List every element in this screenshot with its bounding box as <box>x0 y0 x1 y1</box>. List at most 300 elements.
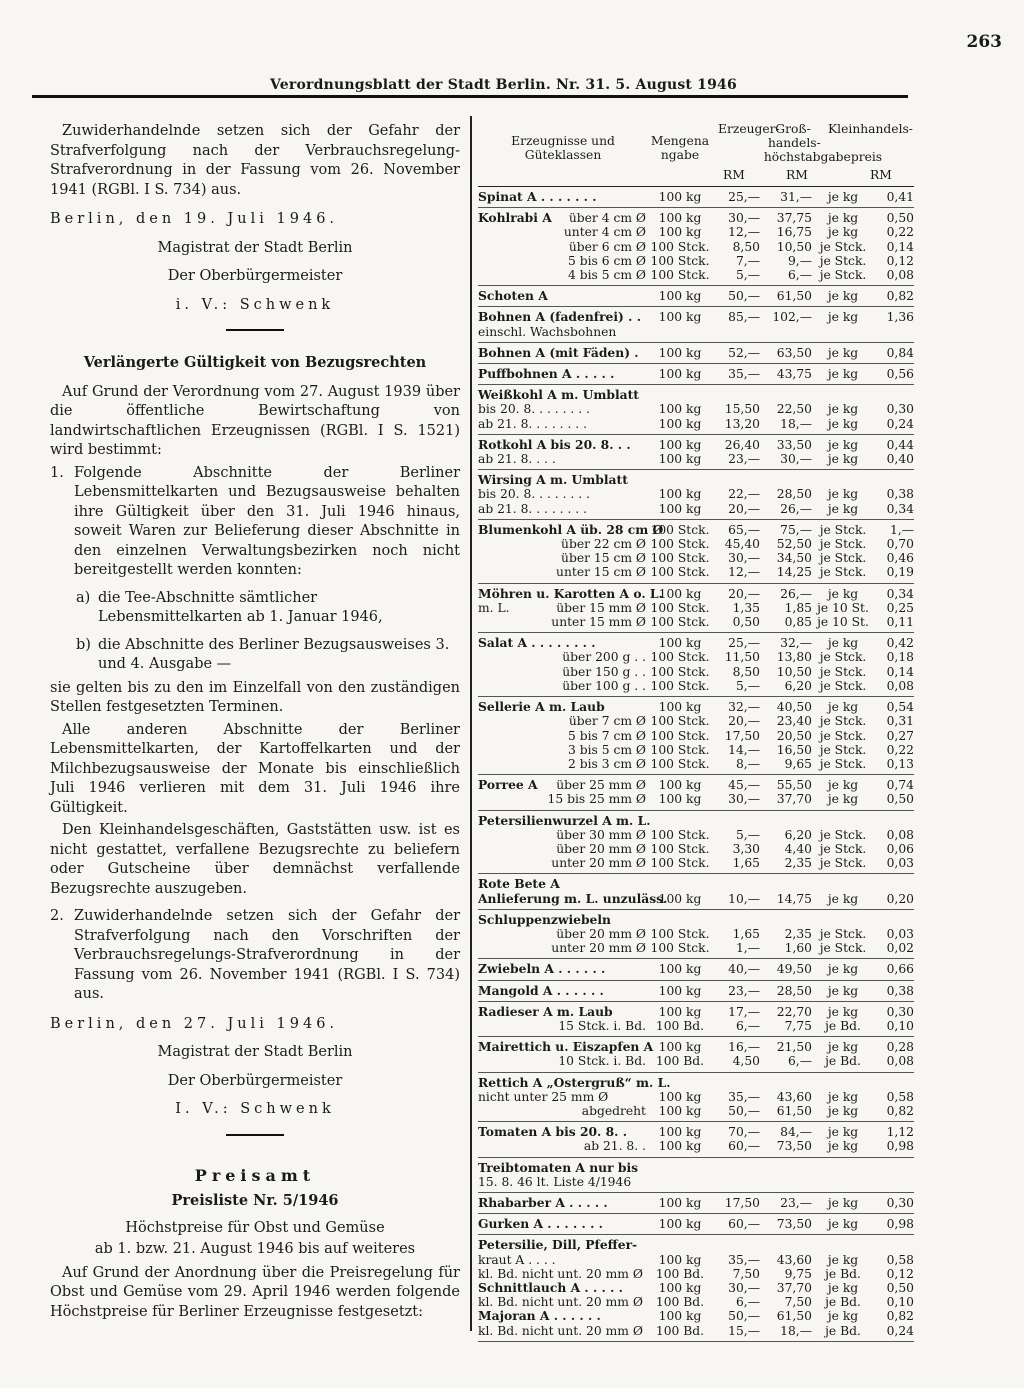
item-number: 1. <box>50 464 64 481</box>
table-row <box>478 551 914 565</box>
wholesale-price-cell: 16,75 <box>776 225 812 240</box>
table-row <box>478 665 914 679</box>
retail-unit-cell <box>812 1157 874 1175</box>
product-detail: über 4 cm Ø <box>568 211 646 226</box>
paragraph-1: Auf Grund der Verordnung vom 27. August 1939 über die öffentliche Bewirtschaftung von landwirtschaftlichen Erzeugnissen (RGBl. I S. 1521) wird bestimmt: <box>50 383 460 458</box>
retail-price-cell: 0,84 <box>874 342 914 363</box>
product-cell <box>478 650 650 664</box>
quantity-cell: 100 kg <box>650 1214 710 1235</box>
quantity-cell: 100 kg <box>658 1004 702 1019</box>
quantity-cell: 100 kg <box>658 1309 702 1324</box>
quantity-cell <box>650 909 710 927</box>
table-row <box>478 1139 914 1157</box>
product-cell <box>478 909 650 927</box>
wholesale-price-cell: 26,— <box>760 502 812 520</box>
retail-price-cell: 0,08 <box>874 679 914 697</box>
retail-price-cell: 0,38 <box>874 980 914 1001</box>
retail-unit-cell: je kg <box>812 792 874 810</box>
retail-unit-cell: je Stck. <box>812 757 874 775</box>
left-column <box>50 122 460 1325</box>
quantity-cell: 100 kg <box>658 402 702 417</box>
quantity-cell <box>650 810 710 828</box>
table-row <box>478 892 914 910</box>
retail-price-cell: 0,12 <box>886 253 914 268</box>
retail-price-cell: 0,56 <box>874 364 914 385</box>
producer-price-cell: 30,— <box>728 551 760 566</box>
product-detail: 15 Stck. i. Bd. <box>558 1018 646 1033</box>
retail-price-cell: 0,14 <box>886 239 914 254</box>
product-name: Schluppenzwiebeln <box>478 911 611 927</box>
table-row <box>478 729 914 743</box>
retail-unit-cell: je Stck. <box>812 565 874 583</box>
wholesale-price-cell: 49,50 <box>760 959 812 980</box>
wholesale-price-cell: 20,50 <box>776 728 812 743</box>
quantity-cell: 100 kg <box>658 211 702 226</box>
retail-unit-cell: je kg <box>827 1089 859 1104</box>
retail-unit-cell: je kg <box>812 502 874 520</box>
product-name: ab 21. 8. . . . . . . . <box>478 416 588 431</box>
quantity-cell: 100 kg <box>658 1040 702 1055</box>
product-cell <box>478 342 650 363</box>
retail-unit-cell: je Stck. <box>819 926 867 941</box>
product-cell <box>478 1072 671 1090</box>
wholesale-price-cell: 6,20 <box>760 679 812 697</box>
quantity-cell: 100 Stck. <box>650 679 710 697</box>
unit-label: RM <box>723 168 745 182</box>
product-detail: 5 bis 6 cm Ø <box>567 253 646 268</box>
product-detail: über 22 cm Ø <box>561 537 646 552</box>
retail-price-cell: 0,31 <box>886 714 914 729</box>
column-divider <box>470 116 472 1331</box>
table-row <box>478 254 914 268</box>
quantity-cell: 100 kg <box>658 487 702 502</box>
table-row <box>478 1192 914 1213</box>
retail-unit-cell: je kg <box>812 417 874 435</box>
product-cell <box>478 1281 650 1295</box>
quantity-cell: 100 Stck. <box>650 841 710 856</box>
table-row <box>478 810 914 828</box>
header-retail: Kleinhandels- <box>828 122 913 136</box>
retail-unit-cell: je kg <box>812 1104 874 1122</box>
product-cell <box>478 519 664 537</box>
producer-price-cell: 14,— <box>728 742 760 757</box>
product-name: Treibtomaten A nur bis <box>478 1159 639 1175</box>
wholesale-price-cell: 7,50 <box>784 1295 812 1310</box>
table-row <box>478 1157 914 1175</box>
retail-price-cell: 0,30 <box>886 402 914 417</box>
wholesale-price-cell: 43,75 <box>760 364 812 385</box>
retail-unit-cell: je kg <box>812 342 874 363</box>
quantity-cell <box>650 874 710 892</box>
wholesale-price-cell: 13,80 <box>776 650 812 665</box>
wholesale-price-cell: 84,— <box>780 1125 812 1140</box>
retail-price-cell: 0,19 <box>874 565 914 583</box>
quantity-cell: 100 Stck. <box>650 268 710 286</box>
product-name: 15. 8. 46 lt. Liste 4/1946 <box>478 1174 632 1189</box>
product-cell <box>478 254 650 268</box>
quantity-cell: 100 kg <box>650 980 710 1001</box>
validity-line: ab 1. bzw. 21. August 1946 bis auf weiteres <box>94 1241 416 1257</box>
table-row <box>478 1037 914 1055</box>
wholesale-price-cell: 61,50 <box>776 1309 812 1324</box>
product-cell <box>478 1192 650 1213</box>
product-cell <box>478 729 650 743</box>
quantity-cell: 100 Stck. <box>650 615 710 633</box>
quantity-cell: 100 Stck. <box>650 926 710 941</box>
retail-unit-cell: je kg <box>812 452 874 470</box>
quantity-cell <box>650 325 710 343</box>
table-row <box>478 1267 914 1281</box>
quantity-cell: 100 kg <box>650 452 710 470</box>
wholesale-price-cell: 33,50 <box>776 437 812 452</box>
wholesale-price-cell: 31,— <box>760 187 812 208</box>
table-row <box>478 909 914 927</box>
retail-price-cell: 0,03 <box>886 926 914 941</box>
price-table <box>478 187 914 1342</box>
retail-unit-cell: je kg <box>827 310 859 325</box>
table-row <box>478 941 914 959</box>
product-name: kl. Bd. nicht unt. 20 mm Ø <box>478 1266 643 1281</box>
producer-price-cell: 32,— <box>728 700 760 715</box>
wholesale-price-cell: 9,— <box>787 253 812 268</box>
sub-item-text: die Tee-Abschnitte sämtlicher Lebensmittelkarten ab 1. Januar 1946, <box>98 589 383 625</box>
quantity-cell: 100 kg <box>650 792 710 810</box>
retail-price-cell <box>874 1072 914 1090</box>
wholesale-price-cell: 61,50 <box>760 286 812 307</box>
retail-unit-cell: je Stck. <box>819 728 867 743</box>
retail-unit-cell: je Stck. <box>812 856 874 874</box>
quantity-cell: 100 kg <box>650 1192 710 1213</box>
wholesale-price-cell: 6,— <box>760 1054 812 1072</box>
quantity-cell <box>650 1157 710 1175</box>
product-detail: über 20 mm Ø <box>556 841 646 856</box>
table-row <box>478 417 914 435</box>
product-name: kraut A . . . . <box>478 1252 556 1267</box>
product-name: Rotkohl A bis 20. 8. . . <box>478 436 631 452</box>
retail-unit-cell: je Stck. <box>812 679 874 697</box>
retail-unit-cell: je kg <box>827 1040 859 1055</box>
product-cell <box>478 941 650 959</box>
product-cell <box>478 874 650 892</box>
retail-price-cell: 0,34 <box>886 586 914 601</box>
retail-unit-cell: je Stck. <box>819 742 867 757</box>
retail-unit-cell: je 10 St. <box>812 615 874 633</box>
retail-price-cell: 0,10 <box>874 1019 914 1037</box>
retail-unit-cell: je Stck. <box>819 650 867 665</box>
table-row <box>478 1253 914 1267</box>
product-detail: unter 20 mm Ø <box>551 941 646 956</box>
quantity-cell: 100 Stck. <box>650 742 710 757</box>
product-cell <box>478 757 650 775</box>
product-name: Bohnen A (mit Fäden) . <box>478 344 639 360</box>
product-cell <box>478 1001 650 1019</box>
quantity-cell: 100 kg <box>650 187 710 208</box>
retail-unit-cell: je kg <box>812 187 874 208</box>
retail-price-cell: 1,36 <box>886 310 914 325</box>
product-cell <box>478 1139 650 1157</box>
sub-item-text: die Abschnitte des Berliner Bezugsausweises 3. und 4. Ausgabe — <box>98 636 450 672</box>
retail-unit-cell <box>812 1235 874 1253</box>
retail-unit-cell: je kg <box>827 778 859 793</box>
wholesale-price-cell: 14,75 <box>760 892 812 910</box>
retail-price-cell: 0,11 <box>874 615 914 633</box>
retail-price-cell: 0,50 <box>874 792 914 810</box>
retail-unit-cell: je Stck. <box>819 664 867 679</box>
wholesale-price-cell: 40,50 <box>776 700 812 715</box>
wholesale-price-cell: 52,50 <box>776 537 812 552</box>
product-cell <box>478 927 650 941</box>
product-cell <box>478 1122 650 1140</box>
retail-unit-cell: je Bd. <box>825 1266 861 1281</box>
table-row <box>478 633 914 651</box>
product-cell <box>478 307 650 325</box>
retail-price-cell: 1,— <box>889 522 914 537</box>
retail-price-cell <box>874 385 914 403</box>
product-cell <box>478 286 650 307</box>
wholesale-price-cell <box>760 810 812 828</box>
product-detail: über 7 cm Ø <box>568 714 646 729</box>
quantity-cell: 100 kg <box>650 286 710 307</box>
table-row <box>478 775 914 793</box>
table-row <box>478 1001 914 1019</box>
product-name: Petersilienwurzel A m. L. <box>478 812 651 828</box>
list-item-1 <box>50 464 460 581</box>
product-name: Salat A . . . . . . . . <box>478 635 596 651</box>
product-cell <box>478 1309 650 1323</box>
product-detail: über 20 mm Ø <box>556 926 646 941</box>
retail-price-cell <box>874 1175 914 1193</box>
product-name: Petersilie, Dill, Pfeffer- <box>478 1237 638 1253</box>
producer-price-cell: 45,— <box>728 778 760 793</box>
producer-price-cell: 8,50 <box>732 239 760 254</box>
after-text-1: sie gelten bis zu den im Einzelfall von den zuständigen Stellen festgesetzten Terminen. <box>50 679 460 715</box>
producer-price-cell: 7,— <box>735 253 760 268</box>
retail-unit-cell: je Bd. <box>812 1019 874 1037</box>
retail-unit-cell: je kg <box>827 402 859 417</box>
wholesale-price-cell: 75,— <box>780 522 812 537</box>
product-name: Zwiebeln A . . . . . . <box>478 961 606 977</box>
producer-price-cell: 0,50 <box>710 615 760 633</box>
quantity-cell: 100 Stck. <box>650 664 710 679</box>
producer-price-cell: 50,— <box>728 1309 760 1324</box>
wholesale-price-cell: 18,— <box>760 417 812 435</box>
wholesale-price-cell: 37,70 <box>760 792 812 810</box>
retail-price-cell: 0,82 <box>874 1104 914 1122</box>
producer-price-cell: 35,— <box>710 364 760 385</box>
retail-price-cell: 0,25 <box>886 600 914 615</box>
product-cell <box>478 325 650 343</box>
product-cell <box>478 1037 654 1055</box>
table-row <box>478 1175 914 1193</box>
wholesale-price-cell <box>760 1235 812 1253</box>
retail-price-cell: 0,02 <box>874 941 914 959</box>
product-name: Radieser A m. Laub <box>478 1003 613 1019</box>
producer-price-cell <box>710 325 760 343</box>
page-number: 263 <box>966 32 1002 52</box>
retail-unit-cell: je kg <box>827 1125 859 1140</box>
table-row <box>478 385 914 403</box>
retail-unit-cell: je Stck. <box>819 551 867 566</box>
producer-price-cell <box>710 1175 760 1193</box>
producer-price-cell: 8,50 <box>732 664 760 679</box>
list-item-2 <box>50 907 460 1005</box>
wholesale-price-cell <box>760 909 812 927</box>
retail-price-cell: 0,14 <box>886 664 914 679</box>
item-text: Folgende Abschnitte der Berliner Lebensmittelkarten und Bezugsausweise behalten ihre Gültigkeit über den 31. Juli 1946 hinaus, soweit Waren zur Belieferung dieser Abschnitte in den einzelnen Verwaltungsbezirken noch nicht bereitgestellt werden konnten: <box>74 464 460 578</box>
retail-unit-cell: je kg <box>827 700 859 715</box>
wholesale-price-cell: 61,50 <box>760 1104 812 1122</box>
producer-price-cell: 5,— <box>710 268 760 286</box>
product-cell <box>478 959 650 980</box>
producer-price-cell <box>710 810 760 828</box>
wholesale-price-cell: 9,75 <box>784 1266 812 1281</box>
sub-item-b <box>76 636 460 675</box>
retail-unit-cell: je Stck. <box>819 714 867 729</box>
producer-price-cell: 11,50 <box>724 650 760 665</box>
table-row <box>478 565 914 583</box>
retail-unit-cell: je Bd. <box>825 1295 861 1310</box>
producer-price-cell: 52,— <box>710 342 760 363</box>
quantity-cell <box>650 1175 710 1193</box>
producer-price-cell: 6,— <box>710 1019 760 1037</box>
wholesale-price-cell: 6,— <box>760 268 812 286</box>
retail-price-cell: 0,18 <box>886 650 914 665</box>
signature-1-line-1: Magistrat der Stadt Berlin <box>157 239 353 256</box>
quantity-cell: 100 kg <box>658 1089 702 1104</box>
quantity-cell: 100 Stck. <box>650 650 710 665</box>
product-cell <box>478 775 650 793</box>
wholesale-price-cell: 63,50 <box>760 342 812 363</box>
table-row <box>478 714 914 728</box>
product-name: m. L. <box>478 600 510 615</box>
producer-price-cell: 1,65 <box>710 856 760 874</box>
quantity-cell <box>650 1235 710 1253</box>
quantity-cell <box>650 470 710 488</box>
retail-price-cell: 0,46 <box>886 551 914 566</box>
product-detail: 5 bis 7 cm Ø <box>567 728 646 743</box>
product-name: einschl. Wachsbohnen <box>478 324 617 339</box>
retail-unit-cell: je Stck. <box>819 841 867 856</box>
product-cell <box>478 583 663 601</box>
quantity-cell: 100 Bd. <box>650 1019 710 1037</box>
product-name: Schoten A <box>478 288 548 304</box>
producer-price-cell: 50,— <box>710 1104 760 1122</box>
quantity-cell: 100 Stck. <box>650 253 710 268</box>
retail-unit-cell <box>812 1072 874 1090</box>
producer-price-cell: 23,— <box>710 452 760 470</box>
retail-price-cell: 0,82 <box>874 286 914 307</box>
retail-unit-cell: je kg <box>827 1309 859 1324</box>
wholesale-price-cell <box>760 470 812 488</box>
product-name: Majoran A . . . . . . <box>478 1308 601 1324</box>
producer-price-cell: 3,30 <box>732 841 760 856</box>
retail-unit-cell <box>812 1175 874 1193</box>
product-cell <box>478 1104 650 1122</box>
quantity-cell: 100 Stck. <box>650 537 710 552</box>
table-row <box>478 927 914 941</box>
retail-unit-cell: je kg <box>827 487 859 502</box>
wholesale-price-cell: 23,40 <box>776 714 812 729</box>
quantity-cell: 100 Stck. <box>650 565 710 583</box>
product-cell <box>478 565 650 583</box>
table-row <box>478 842 914 856</box>
product-name: Rettich A „Ostergruß“ m. L. <box>478 1074 671 1090</box>
retail-price-cell: 0,98 <box>874 1139 914 1157</box>
unit-label: RM <box>870 168 892 182</box>
product-name: ab 21. 8. . . . <box>478 452 556 467</box>
retail-price-cell: 0,50 <box>886 1281 914 1295</box>
retail-price-cell: 0,98 <box>874 1214 914 1235</box>
producer-price-cell <box>710 874 760 892</box>
producer-price-cell: 45,40 <box>724 537 760 552</box>
producer-price-cell <box>710 1072 760 1090</box>
producer-price-cell: 12,— <box>728 225 760 240</box>
wholesale-price-cell: 10,50 <box>776 239 812 254</box>
header-wholesale: Groß-handels- <box>768 122 821 150</box>
sub-item-letter: b) <box>76 636 91 653</box>
retail-unit-cell: je kg <box>827 1281 859 1295</box>
wholesale-price-cell: 6,20 <box>784 827 812 842</box>
product-cell <box>478 502 650 520</box>
product-cell <box>478 417 650 435</box>
item-text: Zuwiderhandelnde setzen sich der Gefahr der Strafverfolgung nach den Vorschriften der Verbrauchsregelungs-Strafverordnung in der Fassung vom 26. November 1941 (RGBl. I S. 734) aus. <box>74 908 460 1002</box>
producer-price-cell: 5,— <box>710 679 760 697</box>
table-row <box>478 240 914 254</box>
table-row <box>478 1309 914 1323</box>
retail-price-cell: 0,08 <box>874 268 914 286</box>
wholesale-price-cell: 26,— <box>780 586 812 601</box>
product-cell <box>478 240 650 254</box>
retail-unit-cell: je Stck. <box>819 537 867 552</box>
product-cell <box>478 402 650 416</box>
retail-price-cell: 0,54 <box>886 700 914 715</box>
retail-unit-cell: je Bd. <box>812 1054 874 1072</box>
product-cell <box>478 1019 650 1037</box>
table-row <box>478 307 914 325</box>
product-cell <box>478 537 650 551</box>
quantity-cell: 100 kg <box>658 586 702 601</box>
retail-unit-cell: je Stck. <box>819 253 867 268</box>
wholesale-price-cell: 28,50 <box>760 980 812 1001</box>
quantity-cell: 100 Bd. <box>655 1295 705 1310</box>
table-row <box>478 225 914 239</box>
table-row <box>478 650 914 664</box>
quantity-cell: 100 kg <box>650 502 710 520</box>
product-cell <box>478 452 650 470</box>
wholesale-price-cell <box>760 874 812 892</box>
product-name: Puffbohnen A . . . . . <box>478 366 615 382</box>
product-detail: über 15 cm Ø <box>561 551 646 566</box>
retail-unit-cell: je kg <box>827 211 859 226</box>
retail-price-cell: 0,66 <box>874 959 914 980</box>
product-detail: über 25 mm Ø <box>556 778 646 793</box>
quantity-cell: 100 Bd. <box>655 1266 705 1281</box>
header-rule <box>32 95 908 98</box>
producer-price-cell: 60,— <box>710 1139 760 1157</box>
table-row <box>478 583 914 601</box>
table-row <box>478 856 914 874</box>
retail-unit-cell: je 10 St. <box>817 600 869 615</box>
table-row <box>478 1281 914 1295</box>
producer-price-cell: 30,— <box>728 1281 760 1295</box>
product-detail: 15 bis 25 mm Ø <box>547 792 646 807</box>
wholesale-price-cell: 55,50 <box>776 778 812 793</box>
table-row <box>478 342 914 363</box>
product-name: bis 20. 8. . . . . . . . <box>478 402 590 417</box>
running-header: Verordnungsblatt der Stadt Berlin. Nr. 31. 5. August 1946 <box>270 77 737 93</box>
after-text-2: Alle anderen Abschnitte der Berliner Lebensmittelkarten, der Kartoffelkarten und der Milchbezugsausweise der Monate bis einschließlich Juli 1946 verlieren mit dem 31. Juli 1946 ihre Gültigkeit. <box>50 721 460 816</box>
product-cell <box>478 633 650 651</box>
